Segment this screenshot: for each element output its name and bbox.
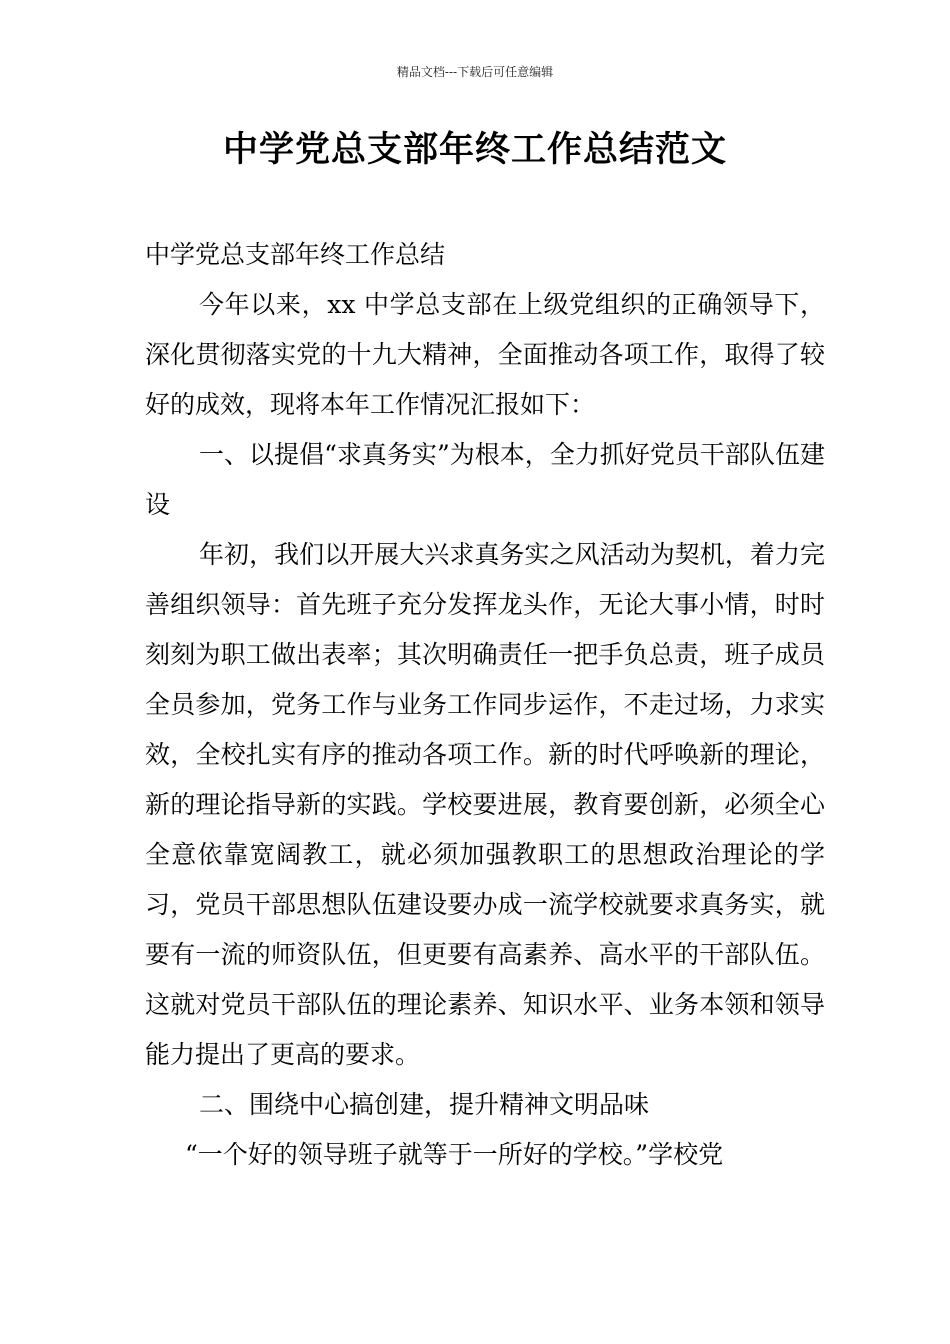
body-paragraph: “一个好的领导班子就等于一所好的学校。”学校党 (185, 1140, 724, 1169)
body-paragraph: 今年以来，xx 中学总支部在上级党组织的正确领导下，深化贯彻落实党的十九大精神，全面推动各项工作，取得了较好的成效，现将本年工作情况汇报如下： (145, 290, 825, 419)
document-body (145, 230, 825, 1180)
section-heading: 二、围绕中心搞创建，提升精神文明品味 (199, 1090, 650, 1119)
subtitle-paragraph: 中学党总支部年终工作总结 (145, 240, 446, 269)
section-heading: 一、以提倡“求真务实”为根本，全力抓好党员干部队伍建设 (145, 440, 825, 519)
page-header: 精品文档---下载后可任意编辑 (396, 65, 554, 79)
body-paragraph: 年初，我们以开展大兴求真务实之风活动为契机，着力完善组织领导：首先班子充分发挥龙头作，无论大事小情，时时刻刻为职工做出表率；其次明确责任一把手负总责，班子成员全员参加，党务工作与业务工作同步运作，不走过场，力求实效，全校扎实有序的推动各项工作。新的时代呼唤新的理论，新的理论指导新的实践。学校要进展，教育要创新，必须全心全意依靠宽阔教工，就必须加强教职工的思想政治理论的学习，党员干部思想队伍建设要办成一流学校就要求真务实，就要有一流的师资队伍，但更要有高素养、高水平的干部队伍。这就对党员干部队伍的理论素养、知识水平、业务本领和领导能力提出了更高的要求。 (145, 540, 825, 1069)
document-title: 中学党总支部年终工作总结范文 (222, 130, 727, 170)
